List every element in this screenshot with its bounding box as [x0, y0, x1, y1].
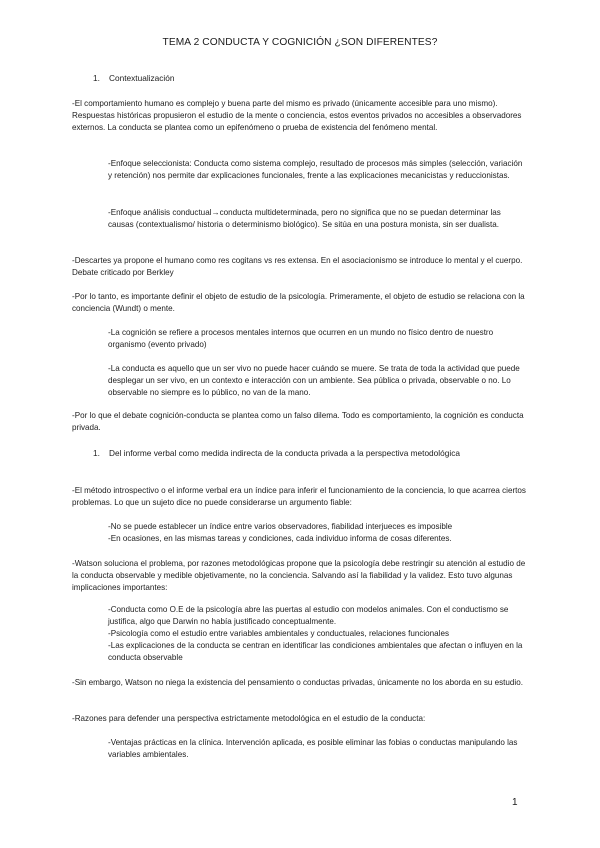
paragraph: -Descartes ya propone el humano como res cogitans vs res extensa. En el asociacionismo se introduce lo mental y el cuerpo. Debate criticado por Berkley: [72, 256, 523, 278]
paragraph: -Por lo que el debate cognición-conducta se plantea como un falso dilema. Todo es comportamiento, la cognición es conducta privada.: [72, 411, 524, 433]
indented-paragraph: -No se puede establecer un índice entre varios observadores, fiabilidad interjueces es imposible: [108, 522, 453, 531]
section-number: 1.: [93, 448, 100, 458]
document-title: TEMA 2 CONDUCTA Y COGNICIÓN ¿SON DIFERENTES?: [162, 37, 438, 48]
section-title: Contextualización: [109, 73, 175, 83]
page-number: 1: [512, 797, 518, 808]
paragraph: -Razones para defender una perspectiva estrictamente metodológica en el estudio de la conducta:: [72, 714, 426, 723]
section-title: Del informe verbal como medida indirecta de la conducta privada a la perspectiva metodológica: [109, 448, 460, 458]
section-number: 1.: [93, 73, 100, 83]
paragraph: -El comportamiento humano es complejo y buena parte del mismo es privado (únicamente accesible para uno mismo). Respuestas históricas propusieron el estudio de la mente o conciencia, estos eventos privados no accesibles a observadores externos. La conducta se plantea como un epifenómeno o prueba de existencia del fenómeno mental.: [72, 99, 522, 133]
indented-paragraph: -La cognición se refiere a procesos mentales internos que ocurren en un mundo no físico dentro de nuestro organismo (evento privado): [108, 328, 494, 350]
indented-paragraph: -Conducta como O.E de la psicología abre las puertas al estudio con modelos animales. Con el conductismo se justifica, algo que Darwin no había justificado conceptualmente.: [108, 605, 509, 627]
indented-paragraph: -La conducta es aquello que un ser vivo no puede hacer cuándo se muere. Se trata de toda la actividad que puede desplegar un ser vivo, en un contexto e interacción con un ambiente. Sea pública o privada, observable o no. Lo observable no siempre es lo público, no van de la mano.: [108, 364, 520, 398]
paragraph: -Sin embargo, Watson no niega la existencia del pensamiento o conductas privadas, únicamente no los aborda en su estudio.: [72, 678, 523, 687]
indented-paragraph: -En ocasiones, en las mismas tareas y condiciones, cada individuo informa de cosas diferentes.: [108, 534, 452, 543]
paragraph: -Watson soluciona el problema, por razones metodológicas propone que la psicología debe restringir su atención al estudio de la conducta observable y medible objetivamente, no la conciencia. Salvando así la fiabilidad y la validez. Esto tuvo algunas implicaciones importantes:: [72, 559, 526, 593]
paragraph: -Por lo tanto, es importante definir el objeto de estudio de la psicología. Primeramente, el objeto de estudio se relaciona con la conciencia (Wundt) o mente.: [72, 292, 525, 314]
indented-paragraph: -Enfoque seleccionista: Conducta como sistema complejo, resultado de procesos más simples (selección, variación y retención) nos permite dar explicaciones funcionales, frente a las explicaciones mecanicistas y reduccionistas.: [108, 159, 523, 181]
indented-paragraph: -Ventajas prácticas en la clínica. Intervención aplicada, es posible eliminar las fobias o conductas manipulando las variables ambientales.: [108, 738, 518, 760]
indented-paragraph: -Las explicaciones de la conducta se centran en identificar las condiciones ambientales que afectan o influyen en la conducta observable: [108, 641, 523, 663]
paragraph: -El método introspectivo o el informe verbal era un índice para inferir el funcionamiento de la conciencia, lo que acarrea ciertos problemas. Lo que un sujeto dice no puede considerarse un argumento fiable:: [72, 486, 526, 508]
indented-paragraph: -Psicología como el estudio entre variables ambientales y conductuales, relaciones funcionales: [108, 629, 450, 638]
indented-paragraph: -Enfoque análisis conductual→conducta multideterminada, pero no significa que no se puedan determinar las causas (contextualismo/ historia o determinismo biológico). Se sitúa en una postura monista, sin ser dualista.: [108, 208, 501, 230]
